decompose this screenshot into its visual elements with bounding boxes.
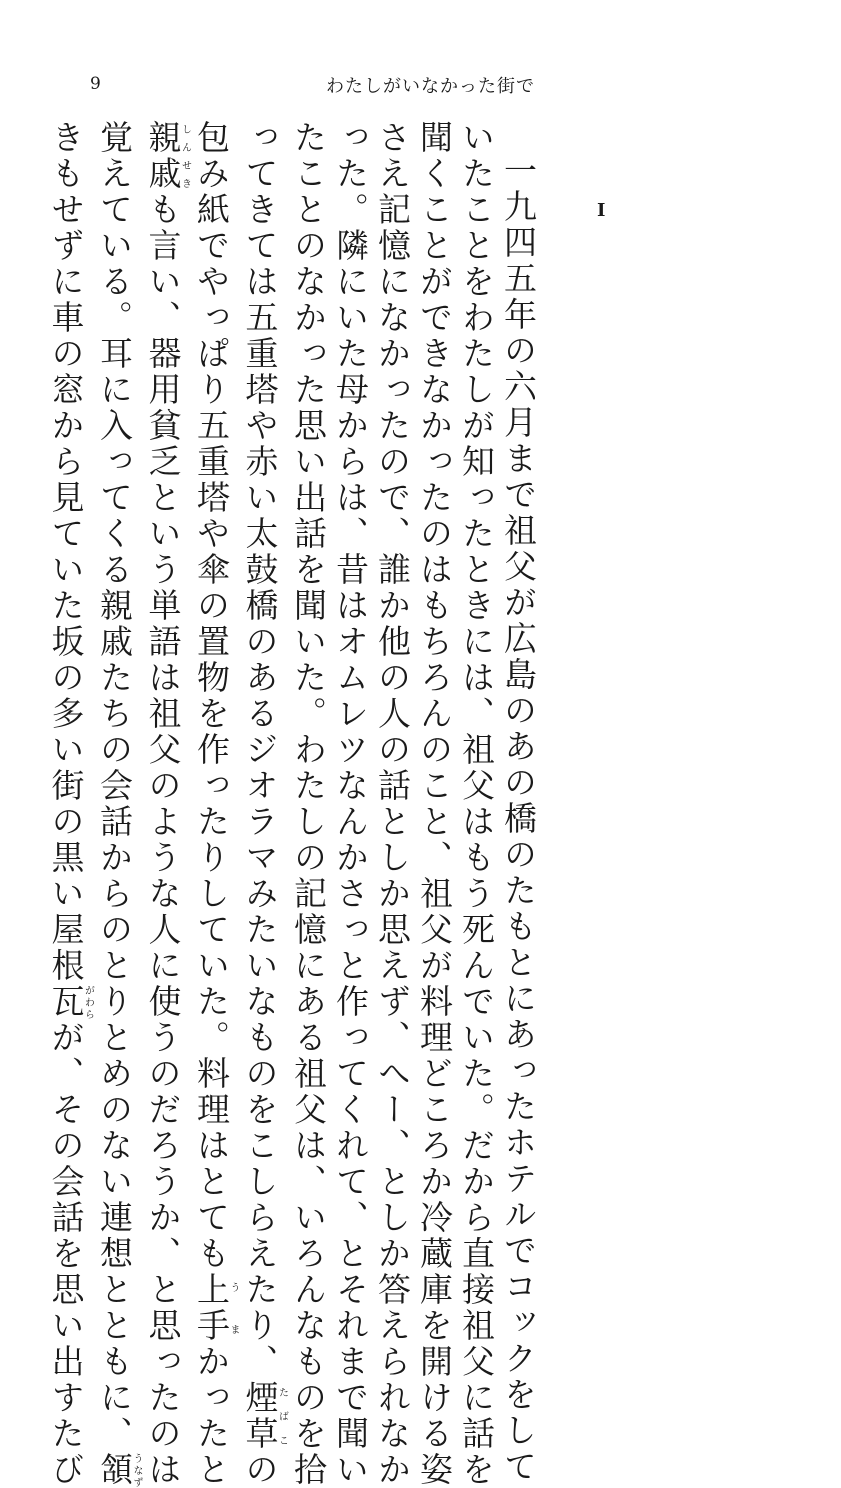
ruby-shinseki: 親戚しんせき [143,120,191,192]
text-column-5: った。隣にいた母からは、昔はオムレツなんかさっと作ってくれて、とそれまで聞い [331,120,370,1488]
text-column-10: 覚えている。耳に入ってくる親戚たちの会話からのとりとめのない連想とともに、頷うなず [95,120,142,1488]
running-head: わたしがいなかった街で [326,76,535,97]
text-column-6: たことのなかった思い出話を聞いた。わたしの記憶にある祖父は、いろんなものを拾 [289,120,328,1488]
ruby-uma: 上手うま [192,1272,239,1344]
text-column-3: 聞くことができなかったのはもちろんのこと、祖父が料理どころか冷蔵庫を開ける姿 [415,120,454,1488]
text-column-1: 一九四五年の六月まで祖父が広島のあの橋のたもとにあったホテルでコックをして [499,153,538,1485]
body-text [45,120,540,1488]
page-number: 9 [90,74,101,94]
text-column-8: 包み紙でやっぱり五重塔や傘の置物を作ったりしていた。料理はとても上手うまかったと [192,120,239,1488]
section-number: I [597,200,606,221]
ruby-unazu: 頷うなず [95,1452,142,1488]
text-column-11: きもせずに車の窓から見ていた坂の多い街の黒い屋根瓦がわらが、その会話を思い出すたび [46,120,94,1488]
ruby-tabako: 煙草たばこ [240,1380,288,1452]
text-column-2: いたことをわたしが知ったときには、祖父はもう死んでいた。だから直接祖父に話を [457,120,496,1488]
text-column-4: さえ記憶になかったので、誰か他の人の話としか思えず、へー、としか答えられなか [373,120,412,1488]
ruby-gawara: 瓦がわら [46,984,94,1020]
text-column-9: 親戚しんせきも言い、器用貧乏という単語は祖父のような人に使うのだろうか、と思ったのは [143,120,191,1488]
text-column-7: ってきては五重塔や赤い太鼓橋のあるジオラマみたいなものをこしらえたり、煙草たばこの [240,120,288,1488]
